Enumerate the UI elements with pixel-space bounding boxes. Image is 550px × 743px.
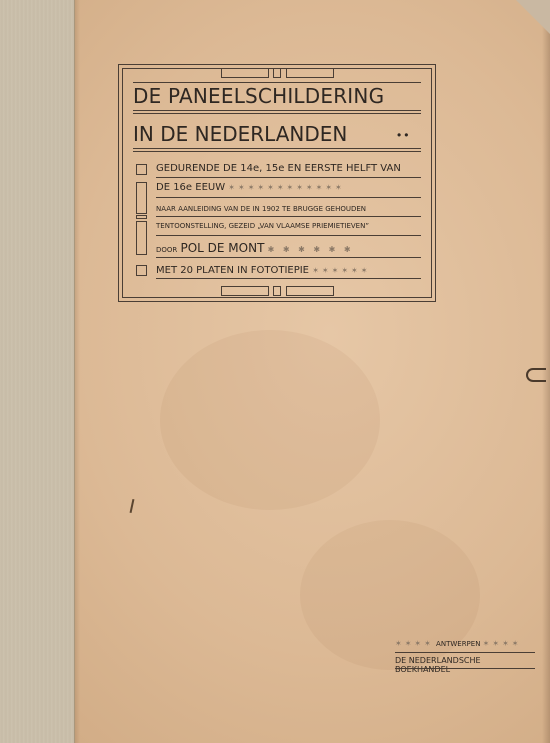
publisher-rule xyxy=(395,652,535,653)
author-name: POL DE MONT xyxy=(180,241,265,255)
cover-stain xyxy=(160,330,380,510)
subtitle-rule xyxy=(156,257,421,258)
star-ornaments: ✶✶✶✶ xyxy=(482,639,522,648)
subtitle-line-4: TENTOONSTELLING, GEZEID „VAN VLAAMSE PRIEMIETIEVEN” xyxy=(156,222,369,230)
ornament-bar xyxy=(136,215,147,219)
author-line xyxy=(156,241,354,255)
title-line-1: DE PANEELSCHILDERING xyxy=(133,84,385,108)
frame-ornament xyxy=(273,286,281,296)
subtitle-line-2 xyxy=(156,182,345,193)
subtitle-rule xyxy=(156,278,421,279)
subtitle-rule xyxy=(156,197,421,198)
title-rule xyxy=(133,151,421,152)
frame-ornament xyxy=(221,286,269,296)
ornament-box xyxy=(136,164,147,175)
star-ornaments: ✶✶✶✶✶✶ xyxy=(312,266,371,275)
frame-ornament xyxy=(221,68,269,78)
frame-ornament xyxy=(286,68,334,78)
title-rule xyxy=(133,113,421,114)
star-ornaments: ✶✶✶✶ xyxy=(395,639,434,648)
publisher-city-line xyxy=(395,639,535,648)
binding-string xyxy=(526,368,546,382)
title-ornament-dots: •• xyxy=(397,128,412,142)
publisher-rule xyxy=(395,668,535,669)
subtitle-rule xyxy=(156,216,421,217)
publisher-city: ANTWERPEN xyxy=(436,640,481,648)
subtitle-line-1: GEDURENDE DE 14e, 15e EN EERSTE HELFT VAN xyxy=(156,163,401,174)
title-rule xyxy=(133,82,421,83)
subtitle-rule xyxy=(156,177,421,178)
frame-ornament xyxy=(273,68,281,78)
plates-line xyxy=(156,265,370,276)
subtitle-rule xyxy=(156,235,421,236)
ornament-bar xyxy=(136,221,147,255)
title-rule xyxy=(133,110,421,111)
plates-text: MET 20 PLATEN IN FOTOTIEPIE xyxy=(156,265,310,276)
book-spine xyxy=(0,0,75,743)
ornament-box xyxy=(136,265,147,276)
subtitle-line-2-text: DE 16e EEUW xyxy=(156,182,226,193)
title-rule xyxy=(133,148,421,149)
subtitle-line-3: NAAR AANLEIDING VAN DE IN 1902 TE BRUGGE GEHOUDEN xyxy=(156,205,367,213)
ornament-bar xyxy=(136,182,147,214)
frame-ornament xyxy=(286,286,334,296)
publisher-name: DE NEDERLANDSCHE BOEKHANDEL xyxy=(395,656,481,674)
author-prefix: DOOR xyxy=(156,246,178,254)
title-line-2: IN DE NEDERLANDEN xyxy=(133,122,348,146)
cover-corner-wear xyxy=(516,0,550,34)
star-ornaments: ✶✶✶✶✶✶✶✶✶✶✶✶ xyxy=(228,183,345,192)
asterisk-ornaments: ✱ ✱ ✱ ✱ ✱ ✱ xyxy=(267,245,354,254)
